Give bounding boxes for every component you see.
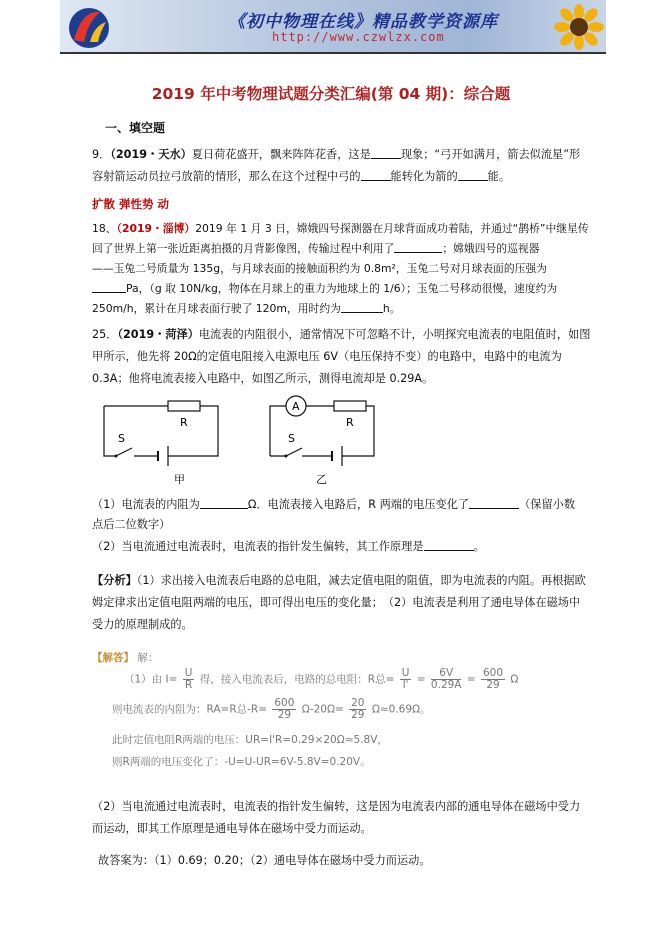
q25-text: （2）当电流通过电流表时，电流表的指针发生偏转，其工作原理是 [92,540,424,553]
q25-sub1 [92,494,575,516]
caption-yi: 乙 [316,473,327,486]
banner-url[interactable]: http://www.czwlzx.com [272,30,445,44]
solution-block [92,642,519,778]
q25-number: 25． [92,328,118,341]
q9-number: 9． [92,148,111,161]
q9-blank-3[interactable] [458,168,488,181]
solution-line2 [112,698,431,721]
q9-text: 容射箭运动员拉弓放箭的情形，那么在这个过程中弓的 [92,170,361,183]
fraction [431,668,462,691]
q18-blank-3[interactable] [341,300,383,313]
q18-blank-2[interactable] [92,280,126,293]
caption-jia: 甲 [174,473,185,486]
fraction [400,668,412,691]
analysis-label: 【分析】 [92,574,137,587]
q25-text: 电流表的内阻很小，通常情况下可忽略不计，小明探究电流表的电阻值时，如图 [198,328,591,341]
q18-text: 250m/h，累计在月球表面行驶了 120m，用时约为 [92,302,341,315]
q9-blank-1[interactable] [371,146,401,159]
q9-blank-2[interactable] [361,168,391,181]
q9-line2 [92,166,510,188]
q25-text: 。 [473,540,485,553]
q18-text: 回了世界上第一张近距离拍摄的月背影像图，传输过程中利用了 [92,242,395,255]
label-r: R [180,416,188,429]
frac-num: 20 [351,697,365,709]
q9-text: 能转化为箭的 [390,170,458,183]
q9-text: 夏日荷花盛开，飘来阵阵花香，这是 [191,148,371,161]
part2-line1: （2）当电流通过电流表时，电流表的指针发生偏转，这是因为电流表内部的通电导体在磁场中受力 [92,800,581,813]
q18-text: h。 [382,302,401,315]
banner-title: 《初中物理在线》精品教学资源库 [228,12,498,32]
frac-den: 29 [486,679,500,691]
q25-sub2 [92,536,485,558]
solution-text: = [466,673,476,686]
q18-line3: ——玉兔二号质量为 135g，与月球表面的接触面积约为 0.8m²，玉兔二号对月球表面的压强为 [92,262,548,275]
q9-text: 能。 [487,170,511,183]
label-s: S [118,432,125,445]
q18-text: Pa，（g 取 10N/kg，物体在月球上的重力为地球上的 1/6）；玉兔二号移动很慢，速度约为 [126,282,558,295]
q25-line3: 0.3A；他将电流表接入电路中，如图乙所示，测得电流却是 0.29A。 [92,372,434,385]
solution-text: = [416,673,426,686]
frac-den: 29 [277,709,292,721]
solution-text: 解： [137,652,159,664]
frac-den: 0.29A [430,679,462,691]
frac-num: 600 [482,667,504,679]
switch-s [286,448,302,456]
solution-text: Ω≈0.69Ω。 [371,703,431,716]
solution-line1 [124,668,518,691]
q25-line2: 甲所示，他先将 20Ω的定值电阻接入电源电压 6V（电压保持不变）的电路中，电路中的电流为 [92,350,562,363]
q25-line1 [92,324,591,346]
page-title: 2019 年中考物理试题分类汇编(第 04 期)：综合题 [151,85,511,103]
q9-source: （2019・天水） [110,148,192,161]
circuit-diagram-yi [262,392,392,488]
q25-blank-1[interactable] [200,496,248,509]
solution-text: （1）由 I= [124,673,178,686]
fraction [349,698,366,721]
section-heading: 一、填空题 [105,121,166,135]
resistor-r [168,401,200,411]
fraction [183,668,195,691]
q25-blank-2[interactable] [469,496,519,509]
q18-line5 [92,298,401,320]
solution-label: 【解答】 [92,652,134,664]
q9-text: 现象；“弓开如满月，箭去似流星”形 [400,148,581,161]
q18-source: （2019・淄博） [116,222,196,235]
solution-text: 得，接入电流表后，电路的总电阻：R总= [199,673,395,686]
circuit-diagram-jia [96,392,226,488]
q18-blank-1[interactable] [394,240,442,253]
q25-text: （1）电流表的内阻为 [92,498,200,511]
q18-line4 [92,278,557,300]
label-s: S [288,432,295,445]
solution-text: 则电流表的内阻为：RA=R总-R= [112,703,268,716]
label-r: R [346,416,354,429]
analysis-line1 [92,570,586,592]
resistor-r [334,401,366,411]
frac-num: U [401,667,410,679]
analysis-line2: 姆定律求出定值电阻两端的电压，即可得出电压的变化量； （2）电流表是利用了通电导体在磁场中 [92,596,581,609]
q18-line1 [92,218,589,240]
q18-text: ；嫦娥四号的巡视器 [442,242,540,255]
sunflower-icon [554,4,604,50]
fraction [272,698,296,721]
solution-text: Ω-20Ω= [301,703,344,716]
solution-text: Ω [510,673,519,686]
q25-text: （保留小数 [519,498,576,511]
switch-s [116,448,132,456]
solution-line4: 则R两端的电压变化了：-U=U-UR=6V-5.8V=0.20V。 [112,756,371,768]
frac-num: 600 [274,697,295,709]
analysis-text: （1）求出接入电流表后电路的总电阻，减去定值电阻的阻值，即为电流表的内阻。再根据欧 [136,574,586,587]
q25-source: （2019・菏泽） [117,328,199,341]
q18-text: 2019 年 1 月 3 日，嫦娥四号探测器在月球背面成功着陆，并通过“鹊桥”中继星传 [195,222,589,235]
q25-text: Ω．电流表接入电路后，R 两端的电压变化了 [247,498,470,511]
final-answer: 故答案为：（1）0.69；0.20；（2）通电导体在磁场中受力而运动。 [98,854,431,867]
frac-num: U [184,667,193,679]
q18-number: 18、 [92,222,117,235]
solution-header [92,650,158,665]
frac-den: I' [402,679,409,691]
q25-blank-3[interactable] [424,538,474,551]
analysis-line3: 受力的原理制成的。 [92,618,193,631]
frac-den: 29 [351,709,365,721]
fraction [481,668,505,691]
frac-den: R [184,679,193,691]
label-a: A [292,400,300,413]
q9-answer: 扩散 弹性势 动 [92,197,170,211]
q9-line1 [92,144,580,166]
header-banner [60,0,606,54]
q18-line2 [92,238,539,260]
frac-num: 6V [431,668,462,680]
q25-sub1-cont: 点后二位数字） [92,518,171,531]
logo-icon [60,2,118,50]
part2-line2: 而运动，即其工作原理是通电导体在磁场中受力而运动。 [92,822,372,835]
solution-line3: 此时定值电阻R两端的电压：UR=I'R=0.29×20Ω≈5.8V， [112,734,388,746]
